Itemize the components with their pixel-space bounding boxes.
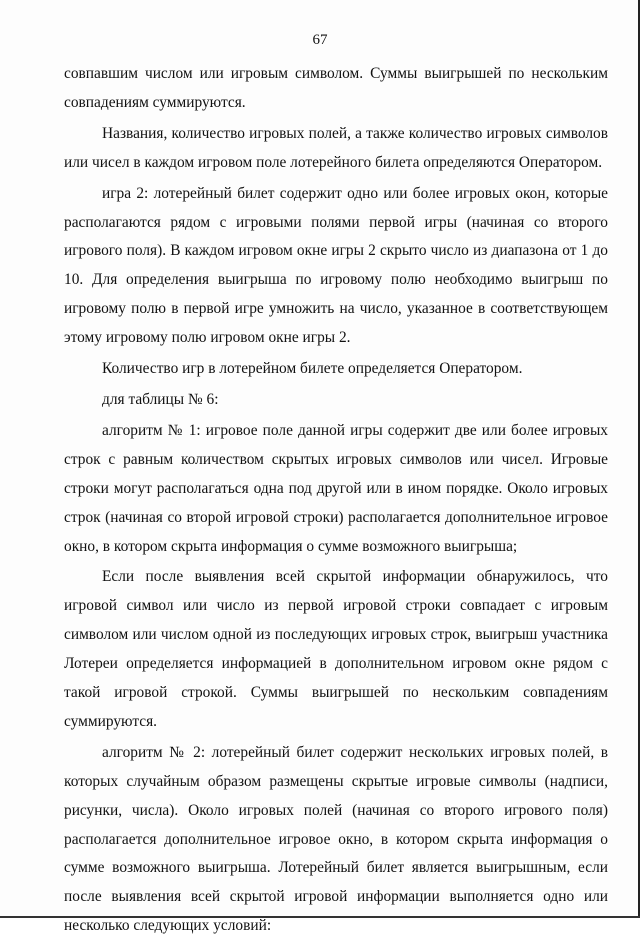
- paragraph-game-2: игра 2: лотерейный билет содержит одно или более игровых окон, которые располагаются рядом с игровыми полями первой игры (начиная со второго игрового поля). В каждом игровом окне игры 2 скрыто число из диапазона от 1 до 10. Для определения выигрыша по игровому полю необходимо выигрыш по игровому полю в первой игре умножить на число, указанное в соответствующем этому игровому полю игровом окне игры 2.: [64, 184, 608, 347]
- paragraph-continuation: совпавшим числом или игровым символом. Суммы выигрышей по нескольким совпадениям суммируются.: [64, 65, 608, 111]
- page-number: 67: [312, 32, 328, 48]
- paragraph-algorithm-1: алгоритм № 1: игровое поле данной игры содержит две или более игровых строк с равным количеством скрытых игровых символов или чисел. Игровые строки могут располагаться одна под другой или в ином порядке. Около игровых строк (начиная со второй игровой строки) располагается дополнительное игровое окно, в котором скрыта информация о сумме возможного выигрыша;: [64, 421, 608, 555]
- paragraph-names-count: Названия, количество игровых полей, а также количество игровых символов или чисел в каждом игровом поле лотерейного билета определяются Оператором.: [64, 124, 608, 171]
- document-body: [64, 60, 608, 943]
- paragraph-algorithm-2: алгоритм № 2: лотерейный билет содержит нескольких игровых полей, в которых случайным образом размещены скрытые игровые символы (надписи, рисунки, числа). Около игровых полей (начиная со второго игрового поля) располагается дополнительное игровое окно, в котором скрыта информация о сумме возможного выигрыша. Лотерейный билет является выигрышным, если после выявления всей скрытой игровой информации выполняется одно или несколько следующих условий:: [64, 743, 608, 935]
- paragraph-games-count: Количество игр в лотерейном билете определяется Оператором.: [102, 360, 523, 378]
- paragraph-match-rule: Если после выявления всей скрытой информации обнаружилось, что игровой символ или число из первой игровой строки совпадает с игровым символом или числом одной из последующих игровых строк, выигрыш участника Лотереи определяется информацией в дополнительном игровом окне рядом с такой игровой строкой. Суммы выигрышей по нескольким совпадениям суммируются.: [64, 568, 608, 730]
- paragraph-table-6-heading: для таблицы № 6:: [102, 390, 219, 408]
